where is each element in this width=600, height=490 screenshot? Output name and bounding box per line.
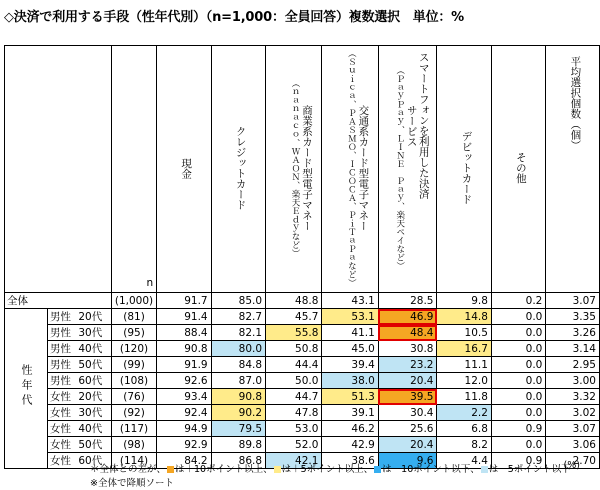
table-row bbox=[5, 389, 600, 405]
value-cell: 87.0 bbox=[211, 373, 265, 389]
value-cell: 9.8 bbox=[437, 293, 491, 309]
value-cell: 94.9 bbox=[157, 421, 211, 437]
value-cell: 92.9 bbox=[157, 437, 211, 453]
value-cell: 10.5 bbox=[437, 325, 491, 341]
value-cell: 11.8 bbox=[437, 389, 491, 405]
row-n: (81) bbox=[111, 309, 156, 325]
row-label: 男性 50代 bbox=[48, 357, 112, 373]
value-cell: 45.7 bbox=[266, 309, 322, 325]
value-cell: 89.8 bbox=[211, 437, 265, 453]
value-cell: 2.95 bbox=[546, 357, 600, 373]
row-n: (95) bbox=[111, 325, 156, 341]
column-header: 平均選択個数（個） bbox=[546, 46, 600, 293]
row-n: (117) bbox=[111, 421, 156, 437]
table-row bbox=[5, 309, 600, 325]
row-n: (1,000) bbox=[111, 293, 156, 309]
row-label: 女性 50代 bbox=[48, 437, 112, 453]
value-cell: 53.0 bbox=[266, 421, 322, 437]
table-row bbox=[5, 357, 600, 373]
legend-item: は＋5ポイント以上、 bbox=[281, 464, 374, 475]
value-cell: 20.4 bbox=[378, 437, 437, 453]
legend-swatch-yellow bbox=[274, 466, 281, 473]
value-cell: 47.8 bbox=[266, 405, 322, 421]
value-cell: 0.0 bbox=[491, 341, 545, 357]
legend bbox=[90, 461, 571, 475]
value-cell: 91.7 bbox=[157, 293, 211, 309]
row-label: 男性 60代 bbox=[48, 373, 112, 389]
table-row bbox=[5, 373, 600, 389]
value-cell: 39.5 bbox=[378, 389, 437, 405]
value-cell: 2.70 bbox=[546, 453, 600, 469]
value-cell: 93.4 bbox=[157, 389, 211, 405]
row-n: (98) bbox=[111, 437, 156, 453]
value-cell: 9.6 bbox=[378, 453, 437, 469]
value-cell: 16.7 bbox=[437, 341, 491, 357]
value-cell: 92.6 bbox=[157, 373, 211, 389]
value-cell: 51.3 bbox=[322, 389, 378, 405]
legend-item: は－5ポイント以下 bbox=[488, 464, 571, 475]
value-cell: 88.4 bbox=[157, 325, 211, 341]
value-cell: 0.0 bbox=[491, 405, 545, 421]
value-cell: 3.14 bbox=[546, 341, 600, 357]
value-cell: 91.4 bbox=[157, 309, 211, 325]
value-cell: 80.0 bbox=[211, 341, 265, 357]
row-label: 女性 30代 bbox=[48, 405, 112, 421]
value-cell: 39.1 bbox=[322, 405, 378, 421]
legend-swatch-lightblue bbox=[481, 466, 488, 473]
value-cell: 45.0 bbox=[322, 341, 378, 357]
value-cell: 46.9 bbox=[378, 309, 437, 325]
value-cell: 4.4 bbox=[437, 453, 491, 469]
value-cell: 50.0 bbox=[266, 373, 322, 389]
value-cell: 3.02 bbox=[546, 405, 600, 421]
page-title: ◇決済で利用する手段（性年代別）（n=1,000：全員回答）複数選択 単位：% bbox=[4, 10, 464, 25]
value-cell: 53.1 bbox=[322, 309, 378, 325]
column-header: クレジットカード bbox=[211, 46, 265, 293]
row-n: (76) bbox=[111, 389, 156, 405]
row-label: 男性 40代 bbox=[48, 341, 112, 357]
group-label: 性年代 bbox=[5, 309, 48, 469]
value-cell: 23.2 bbox=[378, 357, 437, 373]
value-cell: 44.7 bbox=[266, 389, 322, 405]
column-header: 現金 bbox=[157, 46, 211, 293]
column-header: その他 bbox=[491, 46, 545, 293]
row-n: (120) bbox=[111, 341, 156, 357]
column-header: 商業系カード型電子マネー （ｎａｎａｃｏ、ＷＡＯＮ、楽天Ｅｄｙなど） bbox=[266, 46, 322, 293]
value-cell: 0.0 bbox=[491, 309, 545, 325]
row-n: (99) bbox=[111, 357, 156, 373]
value-cell: 11.1 bbox=[437, 357, 491, 373]
value-cell: 0.9 bbox=[491, 421, 545, 437]
value-cell: 0.0 bbox=[491, 437, 545, 453]
results-table bbox=[4, 45, 600, 469]
value-cell: 8.2 bbox=[437, 437, 491, 453]
corner-cell bbox=[5, 46, 112, 293]
total-row bbox=[5, 293, 600, 309]
value-cell: 82.7 bbox=[211, 309, 265, 325]
value-cell: 20.4 bbox=[378, 373, 437, 389]
value-cell: 0.2 bbox=[491, 293, 545, 309]
value-cell: 92.4 bbox=[157, 405, 211, 421]
value-cell: 85.0 bbox=[211, 293, 265, 309]
table-row bbox=[5, 341, 600, 357]
value-cell: 2.2 bbox=[437, 405, 491, 421]
value-cell: 3.07 bbox=[546, 293, 600, 309]
column-header: 交通系カード型電子マネー （Ｓｕｉｃａ、ＰＡＳＭＯ、ＩＣＯＣＡ、ＰｉＴａＰａなど） bbox=[322, 46, 378, 293]
value-cell: 91.9 bbox=[157, 357, 211, 373]
value-cell: 30.4 bbox=[378, 405, 437, 421]
row-label: 女性 60代 bbox=[48, 453, 112, 469]
column-header: デビットカード bbox=[437, 46, 491, 293]
value-cell: 0.0 bbox=[491, 389, 545, 405]
sort-note: ※全体で降順ソート bbox=[90, 478, 174, 489]
value-cell: 79.5 bbox=[211, 421, 265, 437]
value-cell: 3.26 bbox=[546, 325, 600, 341]
value-cell: 84.2 bbox=[157, 453, 211, 469]
value-cell: 28.5 bbox=[378, 293, 437, 309]
value-cell: 3.32 bbox=[546, 389, 600, 405]
table-row bbox=[5, 325, 600, 341]
value-cell: 38.6 bbox=[322, 453, 378, 469]
legend-swatch-orange bbox=[167, 466, 174, 473]
row-n: (108) bbox=[111, 373, 156, 389]
value-cell: 90.8 bbox=[157, 341, 211, 357]
value-cell: 44.4 bbox=[266, 357, 322, 373]
value-cell: 0.0 bbox=[491, 373, 545, 389]
value-cell: 12.0 bbox=[437, 373, 491, 389]
value-cell: 48.8 bbox=[266, 293, 322, 309]
column-header: スマートフォンを利用した決済サービス （ＰａｙＰａｙ、ＬＩＮＥ Ｐａｙ、楽天ペイなど） bbox=[378, 46, 437, 293]
value-cell: 3.06 bbox=[546, 437, 600, 453]
value-cell: 0.9 bbox=[491, 453, 545, 469]
header-row bbox=[5, 46, 600, 293]
value-cell: 42.1 bbox=[266, 453, 322, 469]
value-cell: 38.0 bbox=[322, 373, 378, 389]
value-cell: 48.4 bbox=[378, 325, 437, 341]
value-cell: 3.00 bbox=[546, 373, 600, 389]
row-label: 男性 30代 bbox=[48, 325, 112, 341]
row-label: 女性 20代 bbox=[48, 389, 112, 405]
value-cell: 6.8 bbox=[437, 421, 491, 437]
value-cell: 30.8 bbox=[378, 341, 437, 357]
value-cell: 84.8 bbox=[211, 357, 265, 373]
value-cell: 46.2 bbox=[322, 421, 378, 437]
value-cell: 39.4 bbox=[322, 357, 378, 373]
value-cell: 43.1 bbox=[322, 293, 378, 309]
value-cell: 55.8 bbox=[266, 325, 322, 341]
value-cell: 90.2 bbox=[211, 405, 265, 421]
row-label: 全体 bbox=[5, 293, 112, 309]
value-cell: 42.9 bbox=[322, 437, 378, 453]
value-cell: 82.1 bbox=[211, 325, 265, 341]
value-cell: 25.6 bbox=[378, 421, 437, 437]
legend-item: は－10ポイント以下、 bbox=[382, 464, 480, 475]
table-row bbox=[5, 405, 600, 421]
legend-swatch-blue bbox=[374, 466, 381, 473]
table-row bbox=[5, 437, 600, 453]
legend-prefix: ＊全体との差が、 bbox=[90, 464, 167, 475]
unit-label: (%) bbox=[563, 460, 580, 471]
legend-item: は＋10ポイント以上、 bbox=[175, 464, 273, 475]
value-cell: 52.0 bbox=[266, 437, 322, 453]
row-label: 男性 20代 bbox=[48, 309, 112, 325]
value-cell: 14.8 bbox=[437, 309, 491, 325]
row-label: 女性 40代 bbox=[48, 421, 112, 437]
value-cell: 90.8 bbox=[211, 389, 265, 405]
value-cell: 86.8 bbox=[211, 453, 265, 469]
value-cell: 3.35 bbox=[546, 309, 600, 325]
table-row bbox=[5, 421, 600, 437]
row-n: (114) bbox=[111, 453, 156, 469]
value-cell: 50.8 bbox=[266, 341, 322, 357]
value-cell: 3.07 bbox=[546, 421, 600, 437]
row-n: (92) bbox=[111, 405, 156, 421]
value-cell: 41.1 bbox=[322, 325, 378, 341]
value-cell: 0.0 bbox=[491, 325, 545, 341]
n-header: n bbox=[111, 46, 156, 293]
value-cell: 0.0 bbox=[491, 357, 545, 373]
